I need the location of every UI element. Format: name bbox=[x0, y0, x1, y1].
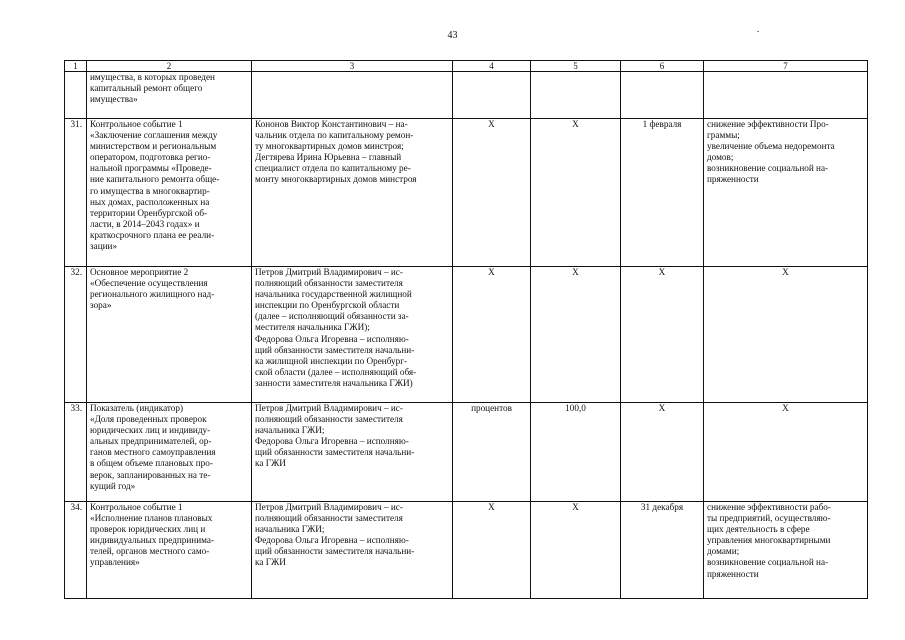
unit-cell: процентов bbox=[453, 403, 531, 502]
consequences-cell: Х bbox=[704, 267, 868, 403]
row-number bbox=[65, 72, 87, 119]
event-cell: имущества, в которых проведен капитальный ремонт общего имущества» bbox=[87, 72, 252, 119]
header-cell: 4 bbox=[453, 61, 531, 72]
unit-cell: Х bbox=[453, 502, 531, 599]
responsible-cell bbox=[252, 72, 453, 119]
row-number: 31. bbox=[65, 119, 87, 267]
responsible-cell: Кононов Виктор Константинович – на- чальник отдела по капитальному ремон- ту многоквартирных домов минстроя; Дегтярева Ирина Юрьевна – главный специалист отдела по капитальному ре- монту многоквартирных домов минстроя bbox=[252, 119, 453, 267]
table-row bbox=[65, 72, 868, 119]
unit-cell bbox=[453, 72, 531, 119]
event-cell: Показатель (индикатор) «Доля проведенных проверок юридических лиц и индивиду- альных предпринимателей, ор- ганов местного самоуправления в общем объеме плановых про- верок, запланированных на те- кущий год» bbox=[87, 403, 252, 502]
date-cell: Х bbox=[621, 267, 704, 403]
date-cell: 31 декабря bbox=[621, 502, 704, 599]
table-row bbox=[65, 267, 868, 403]
header-cell: 5 bbox=[531, 61, 621, 72]
document-table bbox=[64, 60, 868, 599]
unit-cell: Х bbox=[453, 119, 531, 267]
header-cell: 3 bbox=[252, 61, 453, 72]
date-cell bbox=[621, 72, 704, 119]
date-cell: Х bbox=[621, 403, 704, 502]
table-row bbox=[65, 119, 868, 267]
header-cell: 2 bbox=[87, 61, 252, 72]
consequences-cell: снижение эффективности рабо- ты предприятий, осуществляю- щих деятельность в сфере управления многоквартирными домами; возникновение социальной на- пряженности bbox=[704, 502, 868, 599]
consequences-cell: Х bbox=[704, 403, 868, 502]
value-cell: Х bbox=[531, 267, 621, 403]
responsible-cell: Петров Дмитрий Владимирович – ис- полняющий обязанности заместителя начальника ГЖИ; Федорова Ольга Игоревна – исполняю- щий обязанности заместителя начальни- ка ГЖИ bbox=[252, 403, 453, 502]
table-row bbox=[65, 403, 868, 502]
value-cell: Х bbox=[531, 119, 621, 267]
table-header-row bbox=[65, 61, 868, 72]
event-cell: Контрольное событие 1 «Исполнение планов плановых проверок юридических лиц и индивидуальных предпринима- телей, органов местного само- управления» bbox=[87, 502, 252, 599]
table-row bbox=[65, 502, 868, 599]
value-cell: 100,0 bbox=[531, 403, 621, 502]
header-cell: 6 bbox=[621, 61, 704, 72]
event-cell: Основное мероприятие 2 «Обеспечение осуществления регионального жилищного над- зора» bbox=[87, 267, 252, 403]
responsible-cell: Петров Дмитрий Владимирович – ис- полняющий обязанности заместителя начальника ГЖИ; Федорова Ольга Игоревна – исполняю- щий обязанности заместителя начальни- ка ГЖИ bbox=[252, 502, 453, 599]
row-number: 32. bbox=[65, 267, 87, 403]
event-cell: Контрольное событие 1 «Заключение соглашения между министерством и региональным оператором, подготовка регио- нальной программы «Проведе- ние капитального ремонта обще- го имущества в многоквартир- ных домах, расположенных на территории Оренбургской об- ласти, в 2014–2043 годах» и краткосрочного плана ее реали- зации» bbox=[87, 119, 252, 267]
row-number: 33. bbox=[65, 403, 87, 502]
scan-speck bbox=[757, 31, 759, 32]
row-number: 34. bbox=[65, 502, 87, 599]
header-cell: 7 bbox=[704, 61, 868, 72]
responsible-cell: Петров Дмитрий Владимирович – ис- полняющий обязанности заместителя начальника государственной жилищной инспекции по Оренбургской области (далее – исполняющий обязанности за- местителя начальника ГЖИ); Федорова Ольга Игоревна – исполняю- щий обязанности заместителя начальни- ка жилищной инспекции по Оренбург- ской области (далее – исполняющий обя- занности заместителя начальника ГЖИ) bbox=[252, 267, 453, 403]
header-cell: 1 bbox=[65, 61, 87, 72]
value-cell bbox=[531, 72, 621, 119]
value-cell: Х bbox=[531, 502, 621, 599]
consequences-cell: снижение эффективности Про- граммы; увеличение объема недоремонта домов; возникновение социальной на- пряженности bbox=[704, 119, 868, 267]
unit-cell: Х bbox=[453, 267, 531, 403]
date-cell: 1 февраля bbox=[621, 119, 704, 267]
page-number: 43 bbox=[447, 30, 458, 41]
consequences-cell bbox=[704, 72, 868, 119]
